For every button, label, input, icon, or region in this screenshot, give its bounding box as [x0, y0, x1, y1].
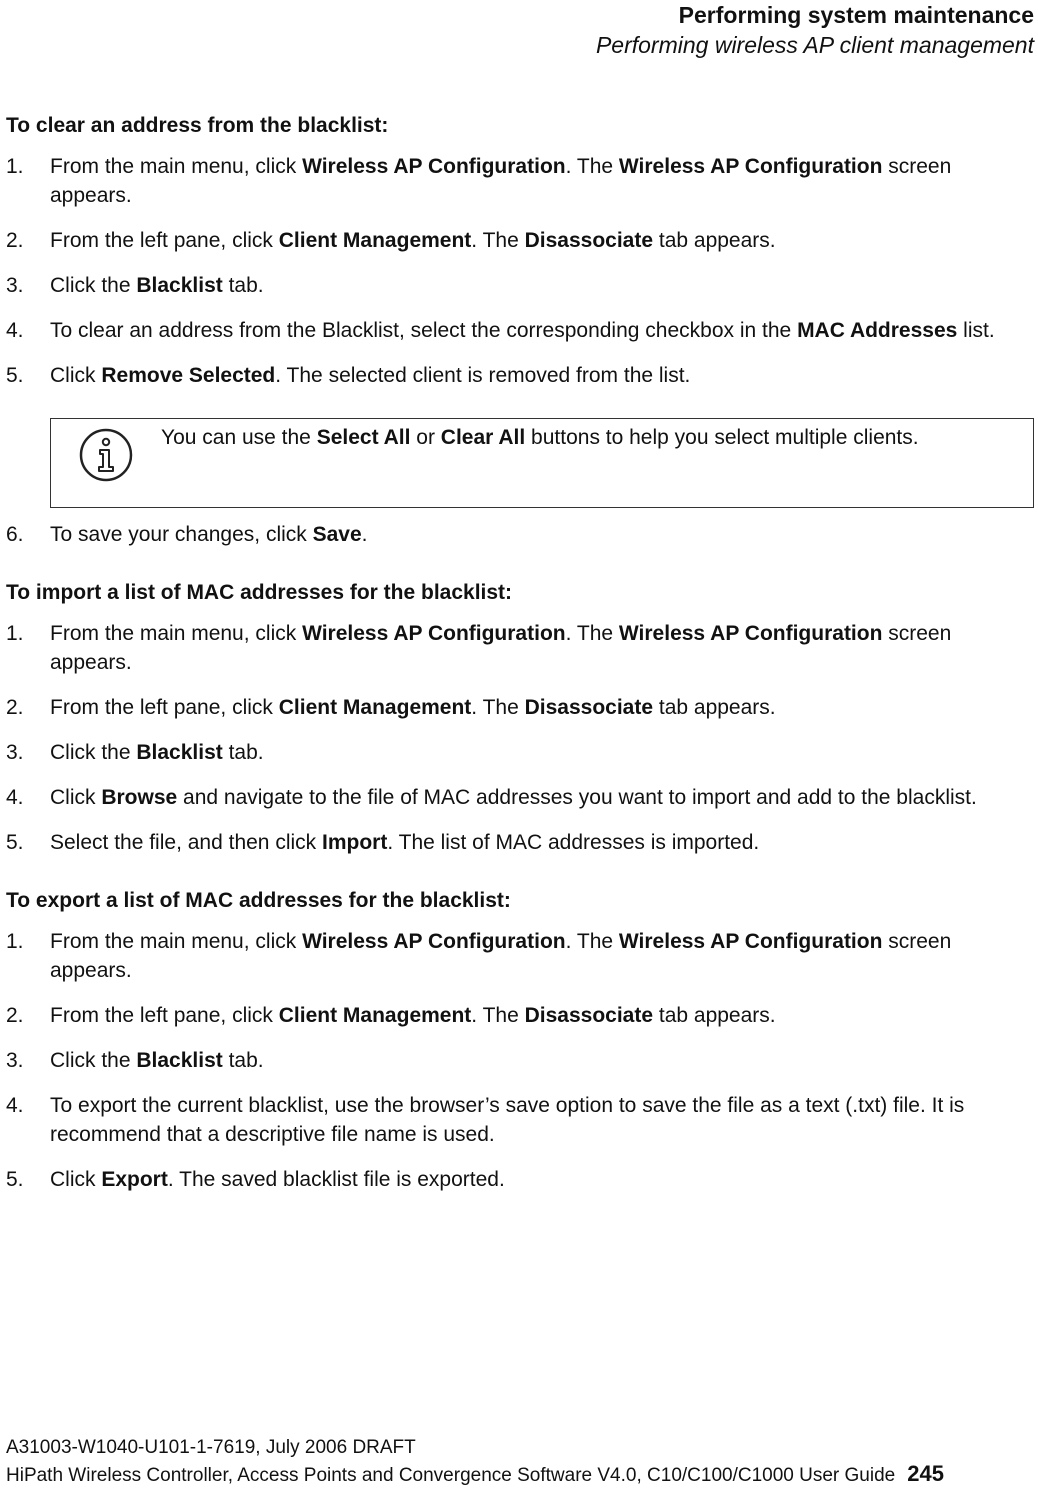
step-number: 4. [6, 319, 24, 342]
step-number: 1. [6, 155, 24, 178]
info-note [50, 418, 1034, 508]
list-item: 2. From the left pane, click Client Management. The Disassociate tab appears. [6, 1001, 1034, 1030]
import-section [6, 579, 1034, 857]
export-section [6, 887, 1034, 1194]
step-number: 1. [6, 930, 24, 953]
step-number: 2. [6, 229, 24, 252]
list-item: 1. From the main menu, click Wireless AP Configuration. The Wireless AP Configuration screen appears. [6, 927, 1034, 985]
info-icon [78, 427, 134, 483]
page-footer [6, 1435, 1032, 1489]
step-number: 3. [6, 1049, 24, 1072]
export-heading: To export a list of MAC addresses for the blacklist: [6, 889, 511, 912]
list-item: 6. To save your changes, click Save. [6, 520, 1034, 549]
clear-steps-continued [6, 520, 1034, 549]
import-steps [6, 619, 1034, 857]
list-item: 3. Click the Blacklist tab. [6, 271, 1034, 300]
page-number: 245 [907, 1461, 944, 1486]
footer-guide-title: HiPath Wireless Controller, Access Points and Convergence Software V4.0, C10/C100/C1000 User Guide [6, 1465, 896, 1486]
clear-section [6, 112, 1034, 549]
list-item: 2. From the left pane, click Client Management. The Disassociate tab appears. [6, 693, 1034, 722]
step-number: 5. [6, 1168, 24, 1191]
footer-guide-line [6, 1461, 1032, 1489]
step-number: 5. [6, 831, 24, 854]
list-item: 2. From the left pane, click Client Management. The Disassociate tab appears. [6, 226, 1034, 255]
list-item: 4. Click Browse and navigate to the file of MAC addresses you want to import and add to the blacklist. [6, 783, 1034, 812]
step-number: 2. [6, 1004, 24, 1027]
footer-doc-id: A31003-W1040-U101-1-7619, July 2006 DRAFT [6, 1437, 416, 1458]
list-item: 4. To clear an address from the Blacklist, select the corresponding checkbox in the MAC Addresses list. [6, 316, 1034, 345]
chapter-title: Performing system maintenance [678, 2, 1034, 28]
list-item: 1. From the main menu, click Wireless AP Configuration. The Wireless AP Configuration screen appears. [6, 152, 1034, 210]
step-number: 3. [6, 274, 24, 297]
list-item: 1. From the main menu, click Wireless AP Configuration. The Wireless AP Configuration screen appears. [6, 619, 1034, 677]
page-content [6, 112, 1034, 1210]
import-heading: To import a list of MAC addresses for the blacklist: [6, 581, 513, 604]
export-steps [6, 927, 1034, 1194]
step-number: 6. [6, 523, 24, 546]
step-number: 4. [6, 1094, 24, 1117]
list-item: 5. Click Remove Selected. The selected client is removed from the list. [6, 361, 1034, 390]
step-number: 2. [6, 696, 24, 719]
step-number: 4. [6, 786, 24, 809]
note-text: You can use the Select All or Clear All buttons to help you select multiple clients. [161, 426, 919, 449]
step-number: 3. [6, 741, 24, 764]
section-title: Performing wireless AP client management [595, 32, 1034, 58]
info-icon-wrap [51, 419, 161, 483]
running-header [596, 0, 1034, 61]
list-item: 3. Click the Blacklist tab. [6, 738, 1034, 767]
list-item: 5. Select the file, and then click Import. The list of MAC addresses is imported. [6, 828, 1034, 857]
step-number: 5. [6, 364, 24, 387]
list-item: 4. To export the current blacklist, use the browser’s save option to save the file as a text (.txt) file. It is recommend that a descriptive file name is used. [6, 1091, 1034, 1149]
step-number: 1. [6, 622, 24, 645]
list-item: 5. Click Export. The saved blacklist file is exported. [6, 1165, 1034, 1194]
list-item: 3. Click the Blacklist tab. [6, 1046, 1034, 1075]
clear-heading: To clear an address from the blacklist: [6, 114, 389, 137]
clear-steps [6, 152, 1034, 390]
